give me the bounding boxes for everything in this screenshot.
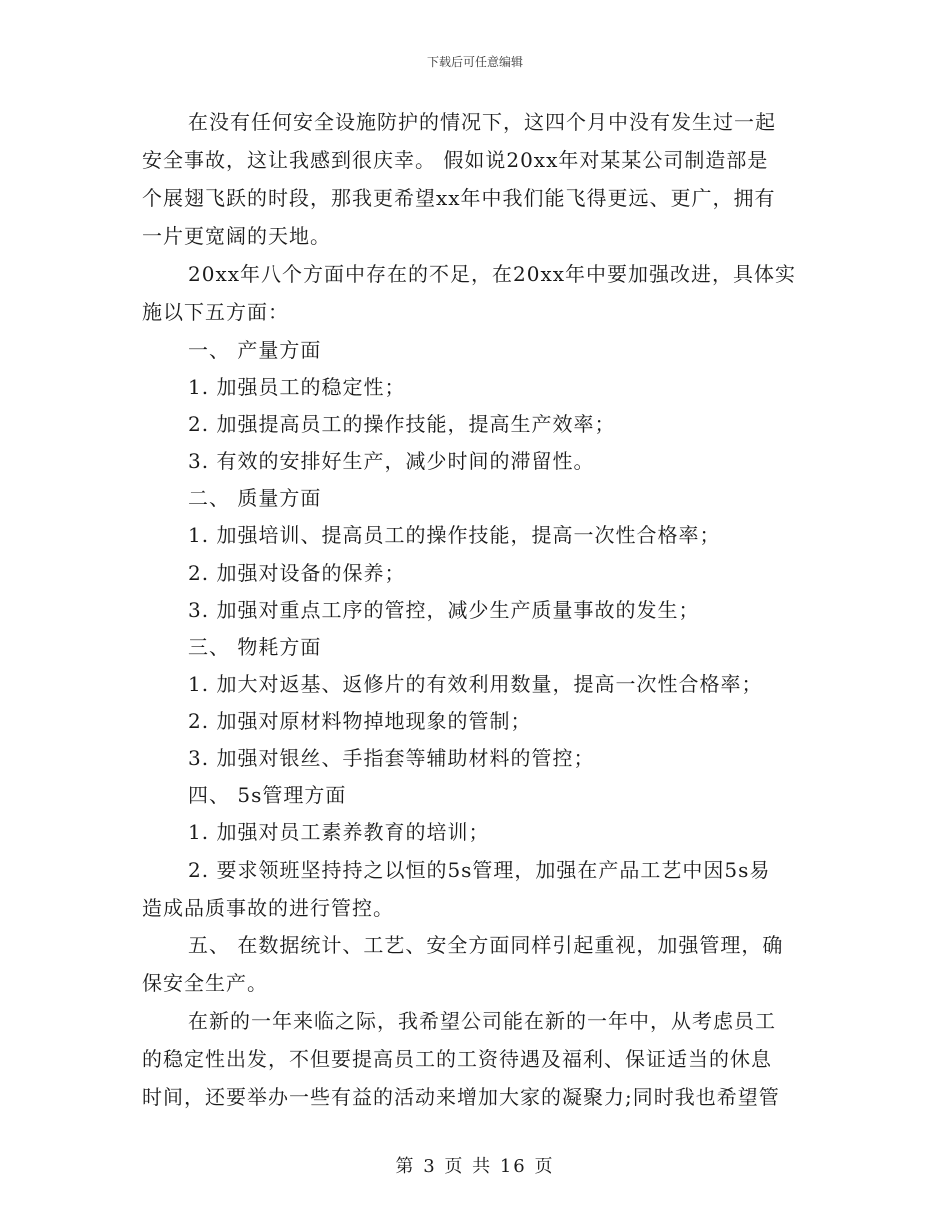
list-item: 2. 要求领班坚持持之以恒的5s管理，加强在产品工艺中因5s易: [188, 858, 771, 882]
paragraph-line: 的稳定性出发，不但要提高员工的工资待遇及福利、保证适当的休息: [142, 1047, 772, 1071]
paragraph-line: 施以下五方面：: [142, 300, 289, 324]
paragraph-line: 时间，还要举办一些有益的活动来增加大家的凝聚力;同时我也希望管: [142, 1085, 780, 1109]
list-item: 2. 加强提高员工的操作技能，提高生产效率；: [188, 412, 616, 436]
list-item: 2. 加强对设备的保养；: [188, 561, 406, 585]
paragraph-line: 在新的一年来临之际，我希望公司能在新的一年中，从考虑员工: [188, 1009, 776, 1033]
page-header-note: 下载后可任意编辑: [426, 55, 523, 69]
page-number: 第 3 页 共 16 页: [395, 1156, 555, 1177]
paragraph-line: 安全事故，这让我感到很庆幸。 假如说20xx年对某某公司制造部是: [142, 148, 769, 172]
section-heading: 一、 产量方面: [188, 338, 322, 362]
section-heading: 五、 在数据统计、工艺、安全方面同样引起重视，加强管理，确: [188, 933, 784, 957]
paragraph-line: 在没有任何安全设施防护的情况下，这四个月中没有发生过一起: [188, 110, 776, 134]
paragraph-line: 保安全生产。: [142, 971, 268, 995]
section-heading: 四、 5s管理方面: [188, 783, 347, 807]
list-item: 1. 加强员工的稳定性；: [188, 375, 406, 399]
list-item: 3. 加强对重点工序的管控，减少生产质量事故的发生；: [188, 598, 700, 622]
section-heading: 三、 物耗方面: [188, 635, 322, 659]
paragraph-line: 个展翅飞跃的时段，那我更希望xx年中我们能飞得更远、更广，拥有: [142, 186, 776, 210]
list-item-continuation: 造成品质事故的进行管控。: [142, 896, 394, 920]
paragraph-line: 一片更宽阔的天地。: [142, 224, 331, 248]
paragraph-line: 20xx年八个方面中存在的不足，在20xx年中要加强改进，具体实: [188, 262, 797, 286]
section-heading: 二、 质量方面: [188, 486, 322, 510]
list-item: 3. 加强对银丝、手指套等辅助材料的管控；: [188, 746, 595, 770]
list-item: 1. 加强培训、提高员工的操作技能，提高一次性合格率；: [188, 523, 721, 547]
list-item: 1. 加大对返基、返修片的有效利用数量，提高一次性合格率；: [188, 672, 763, 696]
list-item: 2. 加强对原材料物掉地现象的管制；: [188, 709, 532, 733]
list-item: 1. 加强对员工素养教育的培训；: [188, 820, 490, 844]
list-item: 3. 有效的安排好生产，减少时间的滞留性。: [188, 449, 595, 473]
